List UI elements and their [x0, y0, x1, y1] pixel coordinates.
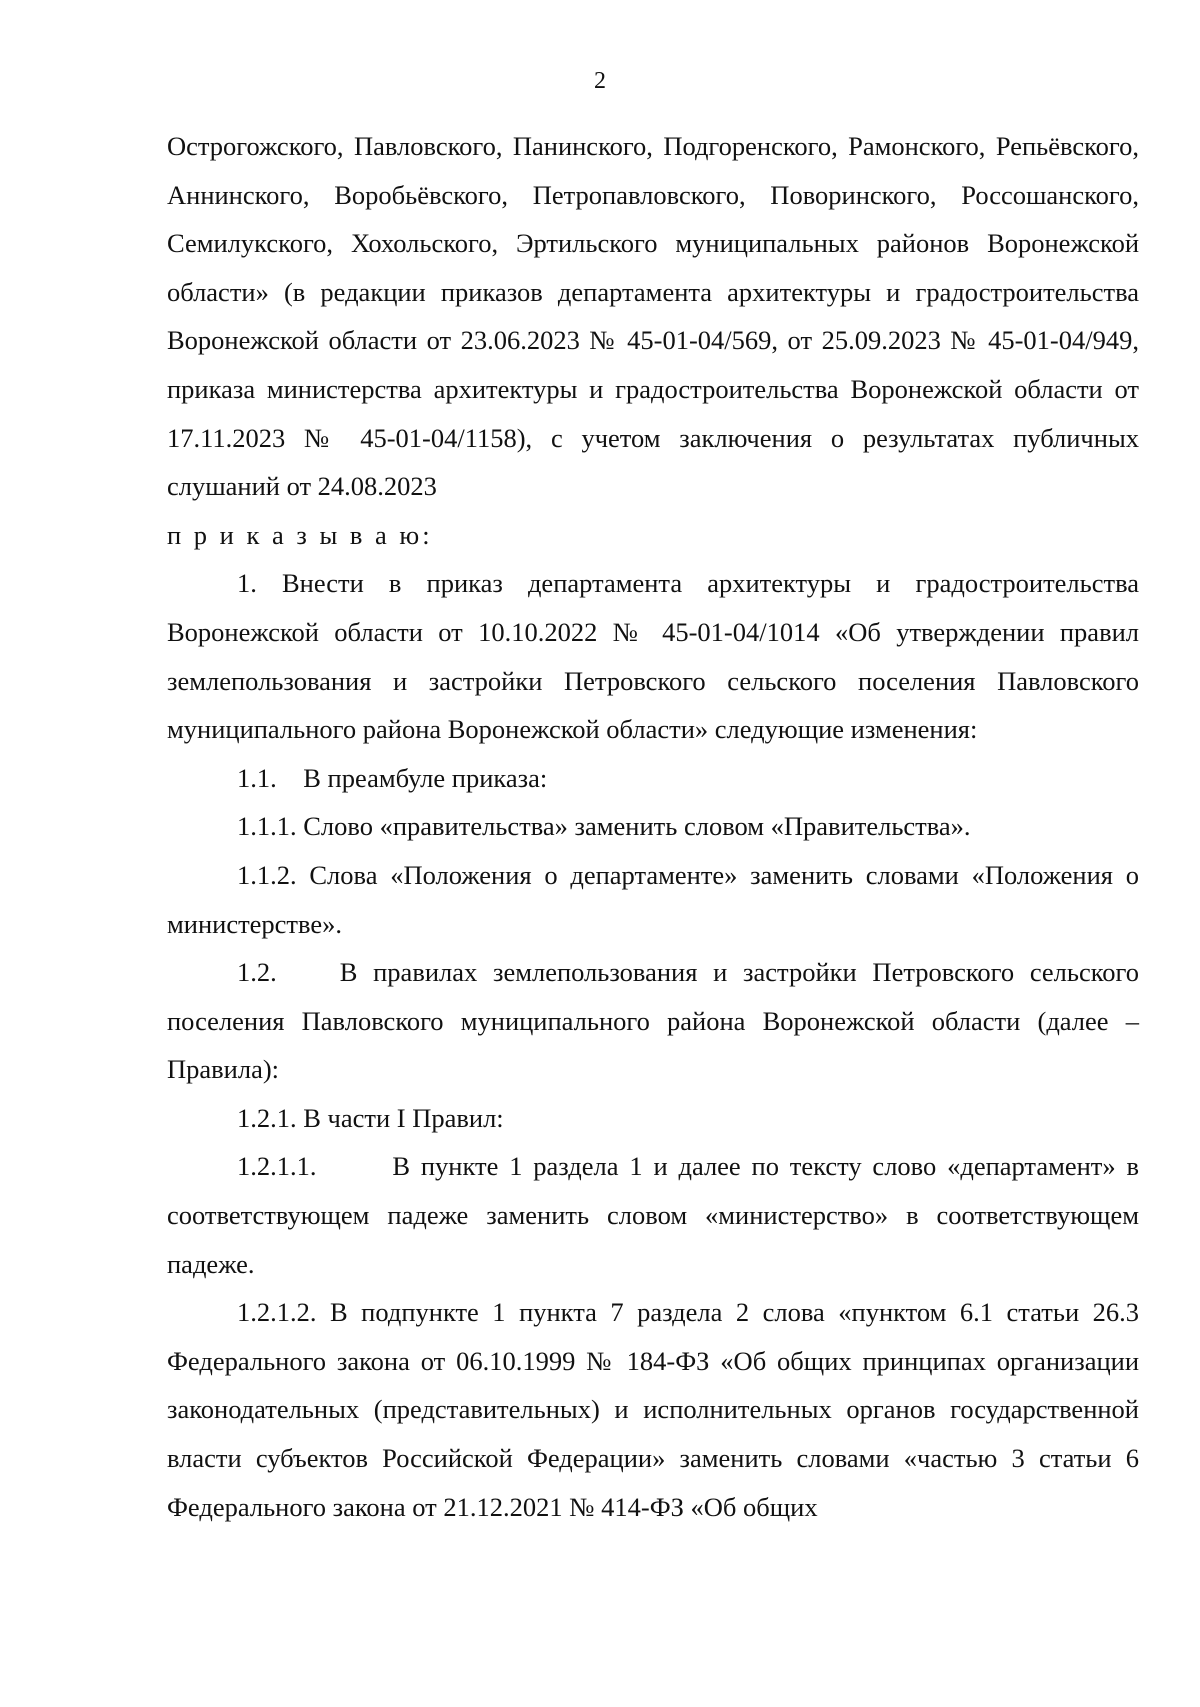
page-number: 2 — [594, 68, 606, 94]
paragraph-1-2-1-2: 1.2.1.2. В подпункте 1 пункта 7 раздела 2 слова «пунктом 6.1 статьи 26.3 Федерального закона от 06.10.1999 № 184-ФЗ «Об общих принципах организации законодательных (представительных) и исполнительных органов государственной власти субъектов Российской Федерации» заменить словами «частью 3 статьи 6 Федерального закона от 21.12.2021 № 414-ФЗ «Об общих — [167, 1297, 1139, 1522]
order-word: п р и к а з ы в а ю: — [167, 519, 433, 550]
paragraph-intro: Острогожского, Павловского, Панинского, Подгоренского, Рамонского, Репьёвского, Аннинского, Воробьёвского, Петропавловского, Поворинского, Россошанского, Семилукского, Хохольского, Эртильского муниципальных районов Воронежской области» (в редакции приказов департамента архитектуры и градостроительства Воронежской области от 23.06.2023 № 45-01-04/569, от 25.09.2023 № 45-01-04/949, приказа министерства архитектуры и градостроительства Воронежской области от 17.11.2023 № 45-01-04/1158), с учетом заключения о результатах публичных слушаний от 24.08.2023 — [167, 131, 1139, 502]
paragraph-1-1: 1.1. В преамбуле приказа: — [237, 762, 548, 793]
paragraph-1-2-1: 1.2.1. В части I Правил: — [237, 1102, 504, 1133]
paragraph-1-2: 1.2. В правилах землепользования и застройки Петровского сельского поселения Павловского муниципального района Воронежской области (далее – Правила): — [167, 957, 1146, 1085]
document-body — [167, 122, 1146, 1531]
paragraph-1: 1. Внести в приказ департамента архитектуры и градостроительства Воронежской области от 10.10.2022 № 45-01-04/1014 «Об утверждении правил землепользования и застройки Петровского сельского поселения Павловского муниципального района Воронежской области» следующие изменения: — [167, 568, 1139, 745]
paragraph-1-2-1-1: 1.2.1.1. В пункте 1 раздела 1 и далее по тексту слово «департамент» в соответствующем падеже заменить словом «министерство» в соответствующем падеже. — [167, 1151, 1146, 1279]
paragraph-1-1-1: 1.1.1. Слово «правительства» заменить словом «Правительства». — [237, 811, 971, 842]
paragraph-1-1-2: 1.1.2. Слова «Положения о департаменте» заменить словами «Положения о министерстве». — [167, 859, 1139, 939]
